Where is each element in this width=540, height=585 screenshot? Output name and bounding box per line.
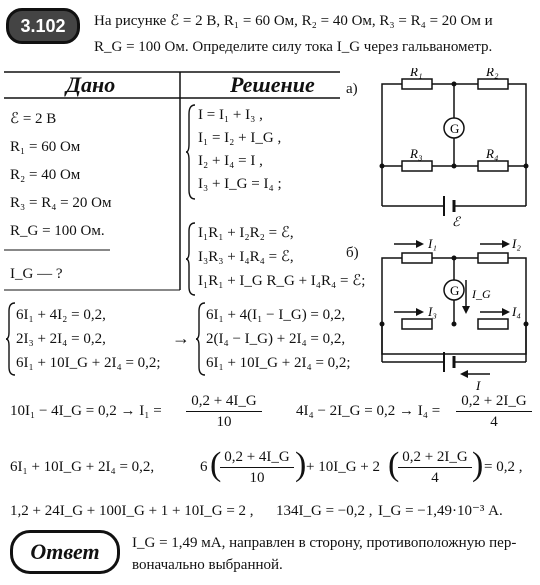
row2-f2-num: 0,2 + 2I_G — [398, 448, 472, 468]
given-r1: R₁ = 60 Ом — [10, 139, 81, 155]
brace-system4 — [196, 302, 206, 376]
given-r2: R₂ = 40 Ом — [10, 167, 81, 183]
system3-eq3: 6I₁ + 10I_G + 2I₄ = 0,2; — [16, 355, 161, 371]
label-i1: I₁ — [428, 236, 437, 251]
row2-end: = 0,2 , — [484, 459, 523, 475]
problem-text-line1: На рисунке ℰ = 2 В, R₁ = 60 Ом, R₂ = 40 Ом, R₃ = R₄ = 20 Ом и — [94, 13, 493, 29]
circuit-b-label: б) — [346, 245, 359, 261]
row1-frac1-den: 10 — [216, 414, 232, 430]
problem-number-badge: 3.102 — [6, 8, 80, 44]
row1-mid: 4I₄ − 2I_G = 0,2 → I₄ = — [296, 403, 441, 419]
resistor-r1-a — [402, 79, 432, 89]
arrowhead-i — [460, 370, 468, 378]
brace-system1 — [186, 104, 196, 200]
brace-system2 — [186, 222, 196, 296]
arrowhead-i4 — [502, 308, 510, 316]
question: I_G — ? — [10, 266, 63, 282]
system4-eq2: 2(I₄ − I_G) + 2I₄ = 0,2, — [206, 331, 346, 347]
row3-c: I_G = −1,49·10⁻³ А. — [378, 503, 503, 519]
system4-eq1: 6I₁ + 4(I₁ − I_G) = 0,2, — [206, 307, 346, 323]
row2-paren-open1: ( — [210, 446, 222, 483]
arrowhead-i2 — [502, 240, 510, 248]
row1-left: 10I₁ − 4I_G = 0,2 → I₁ = — [10, 403, 162, 419]
label-r3-a: R₃ — [410, 146, 423, 161]
given-r3-r4: R₃ = R₄ = 20 Ом — [10, 195, 112, 211]
system2-eq3: I₁R₁ + I_G R_G + I₄R₄ = ℰ; — [198, 273, 366, 289]
given-rg: R_G = 100 Ом. — [10, 223, 105, 239]
arrowhead-i3 — [416, 308, 424, 316]
label-emf-a: ℰ — [452, 214, 460, 228]
system3-eq1: 6I₁ + 4I₂ = 0,2, — [16, 307, 106, 323]
arrow-system: → — [172, 328, 190, 348]
given-emf: ℰ = 2 В — [10, 111, 57, 127]
row2-paren-open2: ( — [388, 446, 400, 483]
arrowhead-ig — [462, 306, 470, 314]
row2-left: 6I₁ + 10I_G + 2I₄ = 0,2, — [10, 459, 155, 475]
resistor-r1-b — [402, 253, 432, 263]
row2-paren-close2: ) — [472, 446, 484, 483]
resistor-r2-b — [478, 253, 508, 263]
resistor-r3-b — [402, 319, 432, 329]
label-i3: I₃ — [428, 304, 437, 319]
problem-text-line2: R_G = 100 Ом. Определите силу тока I_G через гальванометр. — [94, 39, 493, 55]
label-i2: I₂ — [512, 236, 521, 251]
resistor-r3-a — [402, 161, 432, 171]
circuit-b-diagram — [370, 228, 536, 394]
brace-system3 — [6, 302, 16, 376]
label-r2-a: R₂ — [486, 68, 499, 79]
galvanometer-label-b: G — [450, 283, 460, 298]
system2-eq2: I₃R₃ + I₄R₄ = ℰ, — [198, 249, 294, 265]
header-given: Дано — [66, 72, 116, 97]
row2-paren-close1: ) — [295, 446, 307, 483]
row2-mid: + 10I_G + 2 — [306, 459, 380, 475]
row2-f1-den: 10 — [249, 470, 265, 486]
row1-frac1-num: 0,2 + 4I_G — [186, 392, 262, 412]
answer-label: Ответ — [10, 530, 120, 574]
resistor-r4-a — [478, 161, 508, 171]
galvanometer-label-a: G — [450, 121, 460, 136]
label-i4: I₄ — [512, 304, 521, 319]
system1-eq2: I₁ = I₂ + I_G , — [198, 130, 282, 146]
label-r1-a: R₁ — [410, 68, 423, 79]
system1-eq1: I = I₁ + I₃ , — [198, 107, 263, 123]
row3-a: 1,2 + 24I_G + 100I_G + 1 + 10I_G = 2 , — [10, 503, 254, 519]
row3-b: 134I_G = −0,2 , — [276, 503, 373, 519]
resistor-r2-a — [478, 79, 508, 89]
label-ig: I_G — [472, 287, 491, 301]
circuit-a-diagram — [370, 68, 536, 228]
resistor-r4-b — [478, 319, 508, 329]
row2-f1-num: 0,2 + 4I_G — [220, 448, 294, 468]
system4-eq3: 6I₁ + 10I_G + 2I₄ = 0,2; — [206, 355, 351, 371]
arrowhead-i1 — [416, 240, 424, 248]
row1-frac2-num: 0,2 + 2I_G — [456, 392, 532, 412]
system1-eq4: I₃ + I_G = I₄ ; — [198, 176, 282, 192]
system2-eq1: I₁R₁ + I₂R₂ = ℰ, — [198, 225, 294, 241]
system1-eq3: I₂ + I₄ = I , — [198, 153, 263, 169]
system3-eq2: 2I₃ + 2I₄ = 0,2, — [16, 331, 106, 347]
label-i: I — [476, 378, 481, 393]
row1-frac2-den: 4 — [490, 414, 498, 430]
answer-text-line2: воначально выбранной. — [132, 557, 283, 573]
row2-f2-den: 4 — [431, 470, 439, 486]
label-r4-a: R₄ — [486, 146, 499, 161]
row2-coef: 6 — [200, 459, 208, 475]
answer-text-line1: I_G = 1,49 мА, направлен в сторону, противоположную пер- — [132, 535, 517, 551]
header-solution: Решение — [230, 72, 315, 97]
circuit-a-label: а) — [346, 81, 358, 97]
